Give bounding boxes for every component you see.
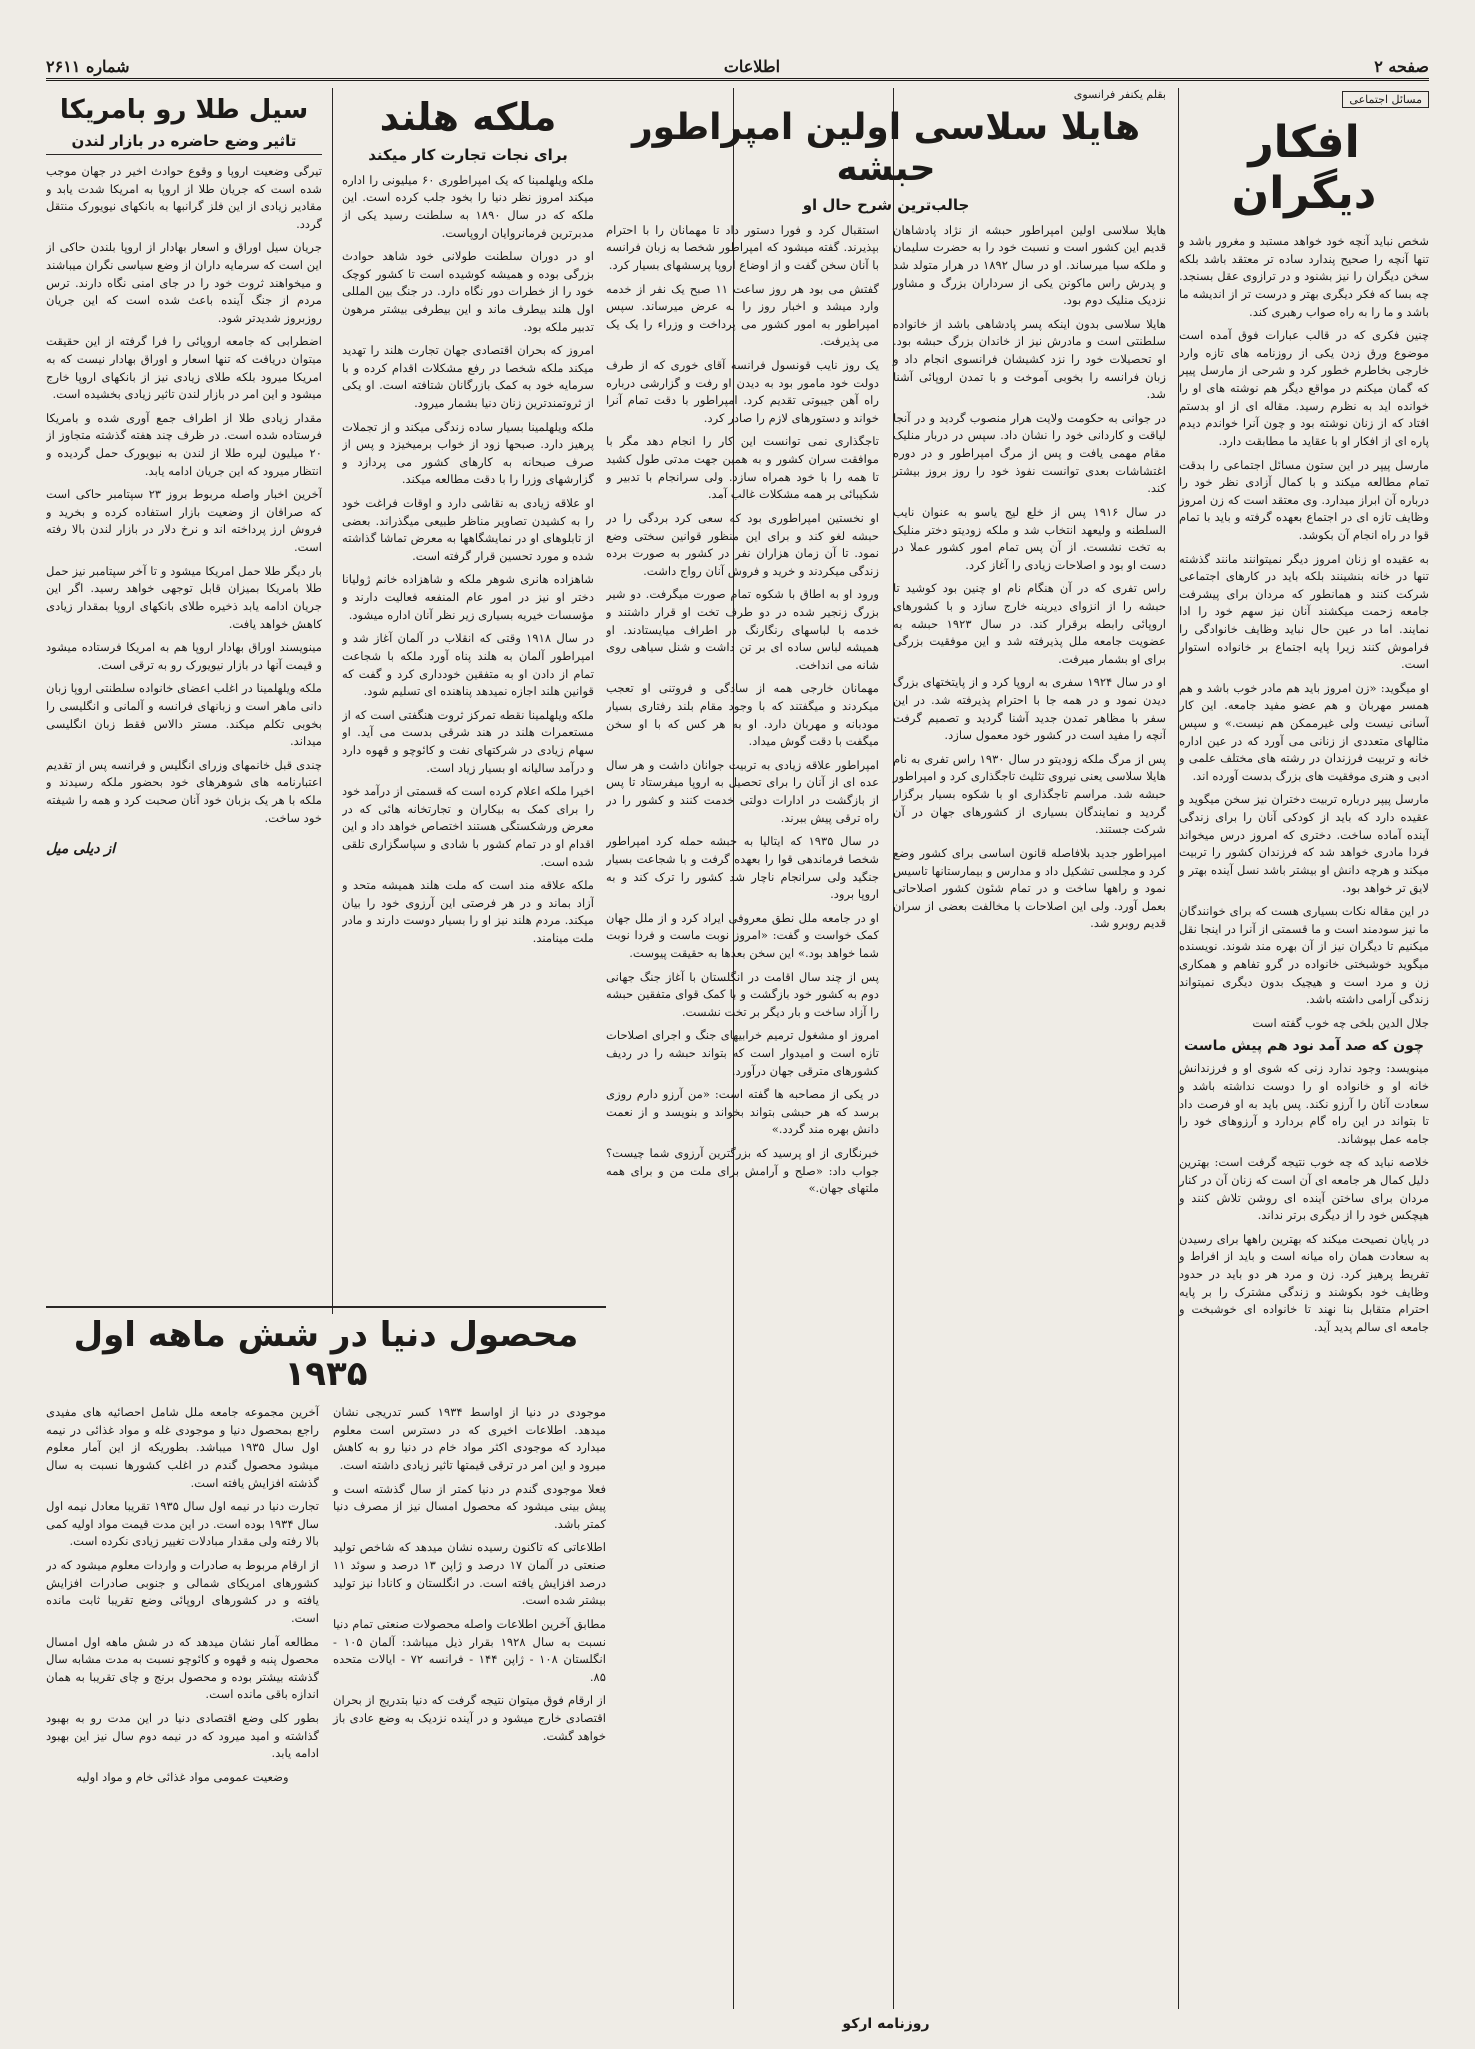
paragraph: مطالعه آمار نشان میدهد که در شش ماهه اول امسال محصول پنبه و قهوه و کائوچو نسبت به مدت مشابه سال گذشته بیشتر بوده و محصول برنج و چای تقریبا به همان اندازه باقی مانده است. [46,1634,319,1702]
subhead-haile-selassie: جالب‌ترین شرح حال او [802,195,970,214]
paragraph: آخرین اخبار واصله مربوط بروز ۲۳ سپتامبر حاکی است که صرافان از وضعیت بازار استفاده کرده و بخرید و فروش ارز پرداخته اند و نرخ دلار در بازار لندن بالا رفته است. [46,487,322,555]
page-number: صفحه ۲ [1374,56,1429,76]
paragraph: شاهزاده هانری شوهر ملکه و شاهزاده خانم ژولیانا دختر او نیز در امور عام المنفعه فعالیت دارند و مؤسسات خیریه بسیاری زیر نظر آنان اداره میشود. [342,572,594,622]
paragraph: او علاقه زیادی به نقاشی دارد و اوقات فراغت خود را به کشیدن تصاویر مناظر طبیعی میگذراند. بعضی از تابلوهای او در نمایشگاهها به معرض تماشا گذاشته شده و مورد تحسین قرار گرفته است. [342,496,594,563]
paragraph: چندی قبل خانمهای وزرای انگلیس و فرانسه پس از تقدیم اعتبارنامه های شوهرهای خود بحضور ملکه رسیدند و ملکه با هر یک بزبان خود آنان صحبت کرد و همه را شیفته خود ساخت. [46,757,322,825]
paragraph: امپراطور جدید بلافاصله قانون اساسی برای کشور وضع کرد و مجلسی تشکیل داد و مدارس و بیمارستانها تاسیس نمود و راهها ساخت و در تمام شئون کشور اصلاحاتی بعمل آورد. ولی این اصلاحات با مخالفت بعضی از سران قدیم روبرو شد. [893,845,1166,931]
paragraph: مطابق آخرین اطلاعات واصله محصولات صنعتی تمام دنیا نسبت به سال ۱۹۲۸ بقرار ذیل میباشد: آلمان ۱۰۵ - انگلستان ۱۰۸ - ژاپن ۱۴۴ - فرانسه ۷۲ - ایالات متحده ۸۵. [333,1616,606,1684]
paragraph: شخص نباید آنچه خود خواهد مستبد و مغرور باشد و تنها آنچه را صحیح پندارد ساده تر معتقد باشد بلکه سخن دیگران را نیز بشنود و در ترازوی عقل بسنجد. چه بسا که فکر دیگری بهتر و درست تر از اندیشه ما باشد و ما را به راه صواب رهبری کند. [1179,234,1429,319]
paragraph: امپراطور علاقه زیادی به تربیت جوانان داشت و هر سال عده ای از آنان را برای تحصیل به اروپا میفرستاد تا پس از بازگشت در ادارات دولتی خدمت کنند و کشور را در راه ترقی پیش ببرند. [606,757,879,825]
paragraph: خبرنگاری از او پرسید که بزرگترین آرزوی شما چیست؟ جواب داد: «صلح و آرامش برای ملت من و برای همه ملتهای جهان.» [606,1146,879,1196]
paragraph: او نخستین امپراطوری بود که سعی کرد بردگی را در حبشه لغو کند و برای این منظور قوانین سختی وضع نمود. تا آن زمان هزاران نفر در کشور به صورت برده زندگی میکردند و خرید و فروش آنان رواج داشت. [606,510,879,578]
headline-afkar: افکار دیگران [1231,117,1377,219]
paragraph: مینویسد: وجود ندارد زنی که شوی او و فرزندانش خانه او و خانواده او را دوست نداشته باشد و سعادت آنان را آرزو نکند. پس باید به او فرصت داد تا بتواند در این راه گام بردارد و آرزوهای خود را جامه عمل بپوشاند. [1179,1061,1429,1146]
column-rule [332,88,333,1314]
section-world-production [46,1316,606,2015]
paragraph: ورود او به اطاق با شکوه تمام صورت میگرفت. دو شیر بزرگ زنجیر شده در دو طرف تخت او قرار داشتند و خدمه با لباسهای رنگارنگ در اطراف میایستادند. او همیشه لباس ساده ای بر تن داشت و شنل سیاهی روی شانه می انداخت. [606,587,879,672]
headline-gold-flood: سیل طلا رو بامریکا [59,95,309,125]
paragraph: فعلا موجودی گندم در دنیا کمتر از سال گذشته است و پیش بینی میشود که محصول امسال نیز از مصرف دنیا کمتر باشد. [333,1481,606,1531]
paragraph: او میگوید: «زن امروز باید هم مادر خوب باشد و هم همسر مهربان و هم عضو مفید جامعه. این کار آسانی نیست ولی غیرممکن هم نیست.» و سپس مثالهای متعددی از زنانی می آورد که در عین اداره خانه و تربیت فرزندان در رشته های مختلف علمی و ادبی و هنری موفقیت های بزرگ بدست آورده اند. [1179,680,1429,783]
paragraph: در سال ۱۹۱۶ پس از خلع لیج یاسو به عنوان نایب السلطنه و ولیعهد انتخاب شد و ملکه زودیتو دختر منلیک به تخت نشست. از آن پس تمام امور کشور عملا در دست او بود و اصلاحات زیادی را آغاز کرد. [893,504,1166,572]
paragraph: امروز او مشغول ترمیم خرابیهای جنگ و اجرای اصلاحات تازه است و امیدوار است که بتواند حبشه را در ردیف کشورهای مترقی جهان درآورد. [606,1028,879,1078]
column-queen-holland [342,88,594,1314]
paragraph: در جوانی به حکومت ولایت هرار منصوب گردید و در آنجا لیاقت و کاردانی خود را نشان داد. سپس در دربار منلیک مقام مهمی یافت و پس از مرگ امپراطور و در دوره اغتشاشات بعدی توانست نفوذ خود را روز بروز بیشتر کند. [893,410,1166,496]
paragraph: چنین فکری که در قالب عبارات فوق آمده است موضوع ورق زدن یکی از روزنامه های تازه وارد خارجی بخاطرم خطور کرد و شرحی از مارسل پیپر که گمان میکنم در مواقع دیگر هم نوشته های او را خوانده اید به نظرم رسید. مقاله ای از او بدستم افتاد که از زنان نوشته بود و چون آنرا خواندم دیدم پاره ای از افکار او با عقاید ما مطابقت دارد. [1179,328,1429,448]
paragraph: اطلاعاتی که تاکنون رسیده نشان میدهد که شاخص تولید صنعتی در آلمان ۱۷ درصد و ژاپن ۱۳ درصد و سوئد ۱۱ درصد افزایش یافته است. در انگلستان و کانادا نیز تولید بیشتر شده است. [333,1540,606,1608]
issue-number: شماره ۲۶۱۱ [46,56,130,76]
paragraph: یک روز نایب قونسول فرانسه آقای خوری که از طرف دولت خود مامور بود به دیدن او رفت و گزارشی درباره راه آهن جیبوتی تقدیم کرد. امپراطور با دقت تمام آنرا خواند و دستورهای لازم را صادر کرد. [606,358,879,425]
paragraph: هایلا سلاسی بدون اینکه پسر پادشاهی باشد از خانواده سلطنتی است و مادرش نیز از خاندان بزرگ حبشه بود. او تحصیلات خود را نزد کشیشان فرانسوی انجام داد و زبان فرانسه را بخوبی آموخت و با تمدن اروپائی آشنا شد. [893,316,1166,402]
author-line: بقلم یکنفر فرانسوی [1073,88,1166,101]
paragraph: از ارقام مربوط به صادرات و واردات معلوم میشود که در کشورهای امریکای شمالی و جنوبی صادرات افزایش یافته و در کشورهای اروپائی وضع تقریبا ثابت مانده است. [46,1558,319,1625]
paragraph: موجودی در دنیا از اواسط ۱۹۳۴ کسر تدریجی نشان میدهد. اطلاعات اخیری که در دسترس است معلوم میدارد که موجودی اکثر مواد خام در دنیا رو به کاهش میرود و این امر در ترقی قیمتها تاثیر زیادی داشته است. [333,1405,606,1473]
masthead [46,54,1429,81]
paragraph: خلاصه نباید که چه خوب نتیجه گرفت است: بهترین دلیل کمال هر جامعه ای آن است که زنان آن در کنار مردان برای ساختن آینده ای روشن تلاش کنند و هیچکس خود را از دیگری برتر نداند. [1179,1155,1429,1223]
paragraph: ملکه ویلهلمینا که یک امپراطوری ۶۰ میلیونی را اداره میکند امروز نظر دنیا را بخود جلب کرده است. این ملکه که در سال ۱۸۹۰ به سلطنت رسید یکی از مدبرترین فرمانروایان اروپاست. [342,172,594,240]
paragraph: اضطرابی که جامعه اروپائی را فرا گرفته از این حقیقت میتوان دریافت که تنها اسعار و اوراق بهادار نیست که به امریکا میرود بلکه طلای زیادی نیز از بانکهای اروپا خارج میشود و این امر در بازار لندن تاثیر زیادی بخشیده است. [46,334,322,402]
subhead-queen-holland: برای نجات تجارت کار میکند [368,145,568,164]
headline-queen-holland: ملکه هلند [379,95,557,139]
paragraph: در پایان نصیحت میکند که بهترین راهها برای رسیدن به سعادت همان راه میانه است و باید از افراط و تفریط پرهیز کرد. زن و مرد هر دو باید در حدود وظایف خود بکوشند و زندگی مشترک را بر پایه احترام متقابل بنا نهند تا خانواده ای خوشبخت و جامعه ای سالم پدید آید. [1179,1231,1429,1334]
paragraph: ملکه ویلهلمینا نقطه تمرکز ثروت هنگفتی است که از مستعمرات هلند در هند شرقی بدست می آید. او سهام زیادی در شرکتهای نفت و کائوچو و قهوه دارد و درآمد سالیانه او بسیار زیاد است. [342,707,594,775]
paragraph: او در جامعه ملل نطق معروفی ایراد کرد و از ملل جهان کمک خواست و گفت: «امروز نوبت ماست و فردا نوبت شما خواهد بود.» این سخن بعدها به حقیقت پیوست. [606,910,879,960]
paragraph: بطور کلی وضع اقتصادی دنیا در این مدت رو به بهبود گذاشته و امید میرود که در نیمه دوم سال نیز این بهبود ادامه یابد. [46,1710,319,1761]
paper-name: اطلاعات [723,56,781,76]
paragraph: در سال ۱۹۱۸ وقتی که انقلاب در آلمان آغاز شد و امپراطور آلمان به هلند پناه آورد ملکه با شجاعت تمام از دادن او به متفقین خودداری کرد و گفت که قوانین هلند اجازه نمیدهد پناهنده ای تسلیم شود. [342,631,594,699]
paragraph: او در دوران سلطنت طولانی خود شاهد حوادث بزرگی بوده و همیشه کوشیده است تا کشور کوچک خود را از خطرات دور نگاه دارد. در جنگ بین المللی اول هلند بیطرف ماند و این بیطرفی بیشتر مرهون تدبیر ملکه بود. [342,249,594,334]
paragraph: در یکی از مصاحبه ها گفته است: «من آرزو دارم روزی برسد که هر حبشی بتواند بخواند و بنویسد و از نعمت دانش بهره مند گردد.» [606,1087,879,1137]
paragraph: وضعیت عمومی مواد غذائی خام و مواد اولیه [76,1769,289,1784]
subhead-gold-flood: تاثیر وضع حاضره در بازار لندن [46,132,322,155]
headline-world-production: محصول دنیا در شش ماهه اول ۱۹۳۵ [73,1316,579,1395]
paragraph: بار دیگر طلا حمل امریکا میشود و تا آخر سپتامبر نیز حمل طلا بامریکا بمیزان قابل توجهی خواهد رسید. اگر این جریان ادامه یابد ذخیره طلای بانکهای اروپا بمقدار زیادی کاهش خواهد یافت. [46,563,322,631]
paragraph: مهمانان خارجی همه از سادگی و فروتنی او تعجب میکردند و میگفتند که با وجود مقام بلند رفتاری بسیار مودبانه و مهربان دارد. او به هر کس که با او سخن میگفت با دقت گوش میداد. [606,681,879,749]
paragraph: مارسل پیپر درباره تربیت دختران نیز سخن میگوید و عقیده دارد که باید از کودکی آنان را برای زندگی آینده آماده ساخت. دختری که امروز درس میخواند فردا مادری خواهد شد که فرزندان کشور را تربیت میکند و هرچه دانش او بیشتر باشد نسل آینده بهتر و لایق تر خواهد بود. [1179,792,1429,895]
paragraph: به عقیده او زنان امروز دیگر نمیتوانند مانند گذشته تنها در خانه بنشینند بلکه باید در کارهای اجتماعی شرکت کنند و همانطور که مردان برای پیشرفت جامعه زحمت میکشند آنان نیز سهم خود را ادا نمایند. اما در عین حال نباید وظایف خانوادگی را فراموش کنند زیرا پایه اجتماع بر خانواده استوار است. [1179,551,1429,672]
section-label: مسائل اجتماعی [1342,91,1429,108]
paragraph: تاجگذاری نمی توانست این کار را انجام دهد مگر با موافقت سران کشور و به همین جهت مدتی طول کشید تا همه را با خود همراه سازد. ولی سرانجام با تدبیر و شکیبائی بر همه مشکلات غالب آمد. [606,434,879,502]
paragraph: پس از چند سال اقامت در انگلستان با آغاز جنگ جهانی دوم به کشور خود بازگشت و با کمک قوای متفقین حبشه را آزاد ساخت و بار دیگر بر تخت نشست. [606,969,879,1019]
column-haile-selassie [606,88,1166,2015]
paragraph: مارسل پیپر در این ستون مسائل اجتماعی را بدقت تمام مطالعه میکند و با کمال آزادی نظر خود را درباره آن ابراز میدارد. وی معتقد است که زن امروز وظایف تازه ای در اجتماع بعهده گرفته و باید با تمام قوا در راه انجام آن بکوشد. [1179,457,1429,542]
paragraph: جریان سیل اوراق و اسعار بهادار از اروپا بلندن حاکی از این است که سرمایه داران از وضع سیاسی نگران میباشند و میخواهند ثروت خود را در جای امنی نگاه دارند. ترس مردم از جنگ آینده باعث شده است که این جریان روزبروز شدیدتر شود. [46,240,322,325]
column-afkar [1179,88,1429,2015]
column-gold-flood [46,88,322,1314]
paragraph: در سال ۱۹۳۵ که ایتالیا به حبشه حمله کرد امپراطور شخصا فرماندهی قوا را بعهده گرفت و با شجاعت بسیار جنگید ولی سرانجام ناچار شد کشور را ترک کند و به اروپا برود. [606,834,879,902]
paragraph: از ارقام فوق میتوان نتیجه گرفت که دنیا بتدریج از بحران اقتصادی خارج میشود و در آینده نزدیک به وضع عادی باز خواهد گشت. [333,1693,606,1743]
paragraph: او در سال ۱۹۲۴ سفری به اروپا کرد و از پایتختهای بزرگ دیدن نمود و در همه جا با احترام پذیرفته شد. در این سفر با مظاهر تمدن جدید آشنا گردید و تصمیم گرفت آنچه را مفید است در کشور خود معمول سازد. [893,675,1166,743]
paragraph: ملکه ویلهلمینا بسیار ساده زندگی میکند و از تجملات پرهیز دارد. صبحها زود از خواب برمیخیزد و پس از صرف صبحانه به کارهای کشور می پردازد و گزارشهای وزرا را با دقت مطالعه میکند. [342,419,594,487]
quote-line: چون که صد آمد نود هم پیش ماست [1184,1038,1424,1055]
paragraph: گفتش می بود هر روز ساعت ۱۱ صبح یک نفر از خدمه وارد میشد و اخبار روز را به عرض میرساند. سپس امپراطور به امور کشور می پرداخت و وزراء را یک یک می پذیرفت. [606,281,880,349]
paragraph: استقبال کرد و فورا دستور داد تا مهمانان را با احترام بپذیرند. گفته میشود که امپراطور شخصا به زبان فرانسه با آنان سخن گفت و از اوضاع اروپا پرسشهای بسیار کرد. [606,222,879,272]
paragraph: جلال الدین بلخی چه خوب گفته است [1252,1015,1429,1030]
paragraph: پس از مرگ ملکه زودیتو در سال ۱۹۳۰ راس تفری به نام هایلا سلاسی یعنی نیروی تثلیث تاجگذاری کرد و امپراطور حبشه شد. مراسم تاجگذاری او با شکوه بسیار برگزار گردید و نمایندگان بسیاری از کشورهای جهان در آن شرکت جستند. [893,751,1166,837]
paragraph: آخرین مجموعه جامعه ملل شامل احصائیه های مفیدی راجع بمحصول دنیا و موجودی غله و مواد غذائی در نیمه اول سال ۱۹۳۵ میباشد. بطوریکه از این آمار معلوم میشود محصول گندم در اغلب کشورها نسبت به سال گذشته افزایش یافته است. [46,1405,319,1490]
source-credit: روزنامه ارکو [842,2016,930,2032]
paragraph: امروز که بحران اقتصادی جهان تجارت هلند را تهدید میکند ملکه شخصا در رفع مشکلات اقدام کرده و با سرمایه خود به کمک بازرگانان شتافته است. او یکی از ثروتمندترین زنان دنیا بشمار میرود. [342,343,594,410]
source-credit: از دیلی میل [46,841,116,858]
paragraph: در این مقاله نکات بسیاری هست که برای خوانندگان ما نیز سودمند است و ما قسمتی از آنرا در اینجا نقل میکنیم تا دیگران نیز از آن بهره مند شوند. نویسنده میگوید خوشبختی خانواده در گرو تفاهم و همکاری زن و مرد است و هیچیک بدون دیگری نمیتواند زندگی آرامی داشته باشد. [1179,904,1429,1007]
paragraph: راس تفری که در آن هنگام نام او چنین بود کوشید تا حبشه را از انزوای دیرینه خارج سازد و با کشورهای اروپائی رابطه برقرار کند. در سال ۱۹۲۳ حبشه به عضویت جامعه ملل پذیرفته شد و این موفقیت بزرگی برای او بشمار میرفت. [893,581,1166,666]
paragraph: تیرگی وضعیت اروپا و وقوع حوادث اخیر در جهان موجب شده است که جریان طلا از اروپا به امریکا شدت یابد و مقادیر زیادی از این فلز گرانبها به بانکهای نیویورک منتقل گردد. [46,163,322,231]
paragraph: اخیرا ملکه اعلام کرده است که قسمتی از درآمد خود را برای کمک به بیکاران و تجارتخانه هائی که در معرض ورشکستگی هستند اختصاص خواهد داد و این اقدام او در تمام کشور با شادی و سپاسگزاری تلقی شده است. [342,784,594,869]
headline-haile-selassie: هایلا سلاسی اولین امپراطور حبشه [631,107,1141,190]
paragraph: مینویسند اوراق بهادار اروپا هم به امریکا فرستاده میشود و قیمت آنها در بازار نیویورک رو به ترقی است. [46,640,322,672]
paragraph: تجارت دنیا در نیمه اول سال ۱۹۳۵ تقریبا معادل نیمه اول سال ۱۹۳۴ بوده است. در این مدت قیمت مواد اولیه کمی بالا رفته ولی مقدار مبادلات تغییر زیادی نکرده است. [46,1499,320,1549]
paragraph: هایلا سلاسی اولین امپراطور حبشه از نژاد پادشاهان قدیم این کشور است و نسبت خود را به حضرت سلیمان و ملکه سبا میرساند. او در سال ۱۸۹۲ در هرار متولد شد و پدرش راس ماکونن یکی از سرداران بزرگ و مشاور نزدیک منلیک دوم بود. [893,222,1166,308]
paragraph: ملکه ویلهلمینا در اغلب اعضای خانواده سلطنتی اروپا زبان دانی ماهر است و زبانهای فرانسه و آلمانی و انگلیسی را بخوبی تکلم میکند. مستر دالاس فقط زبان انگلیسی میداند. [46,681,322,749]
paragraph: مقدار زیادی طلا از اطراف جمع آوری شده و بامریکا فرستاده شده است. در ظرف چند هفته گذشته متجاوز از ۲۰ میلیون لیره طلا از لندن به نیویورک حمل گردیده و انتظار میرود که این جریان ادامه یابد. [46,410,322,478]
paragraph: ملکه علاقه مند است که ملت هلند همیشه متحد و آزاد بماند و در هر فرصتی این آرزوی خود را بیان میکند. مردم هلند نیز او را بسیار دوست دارند و مادر ملت مینامند. [342,878,594,946]
